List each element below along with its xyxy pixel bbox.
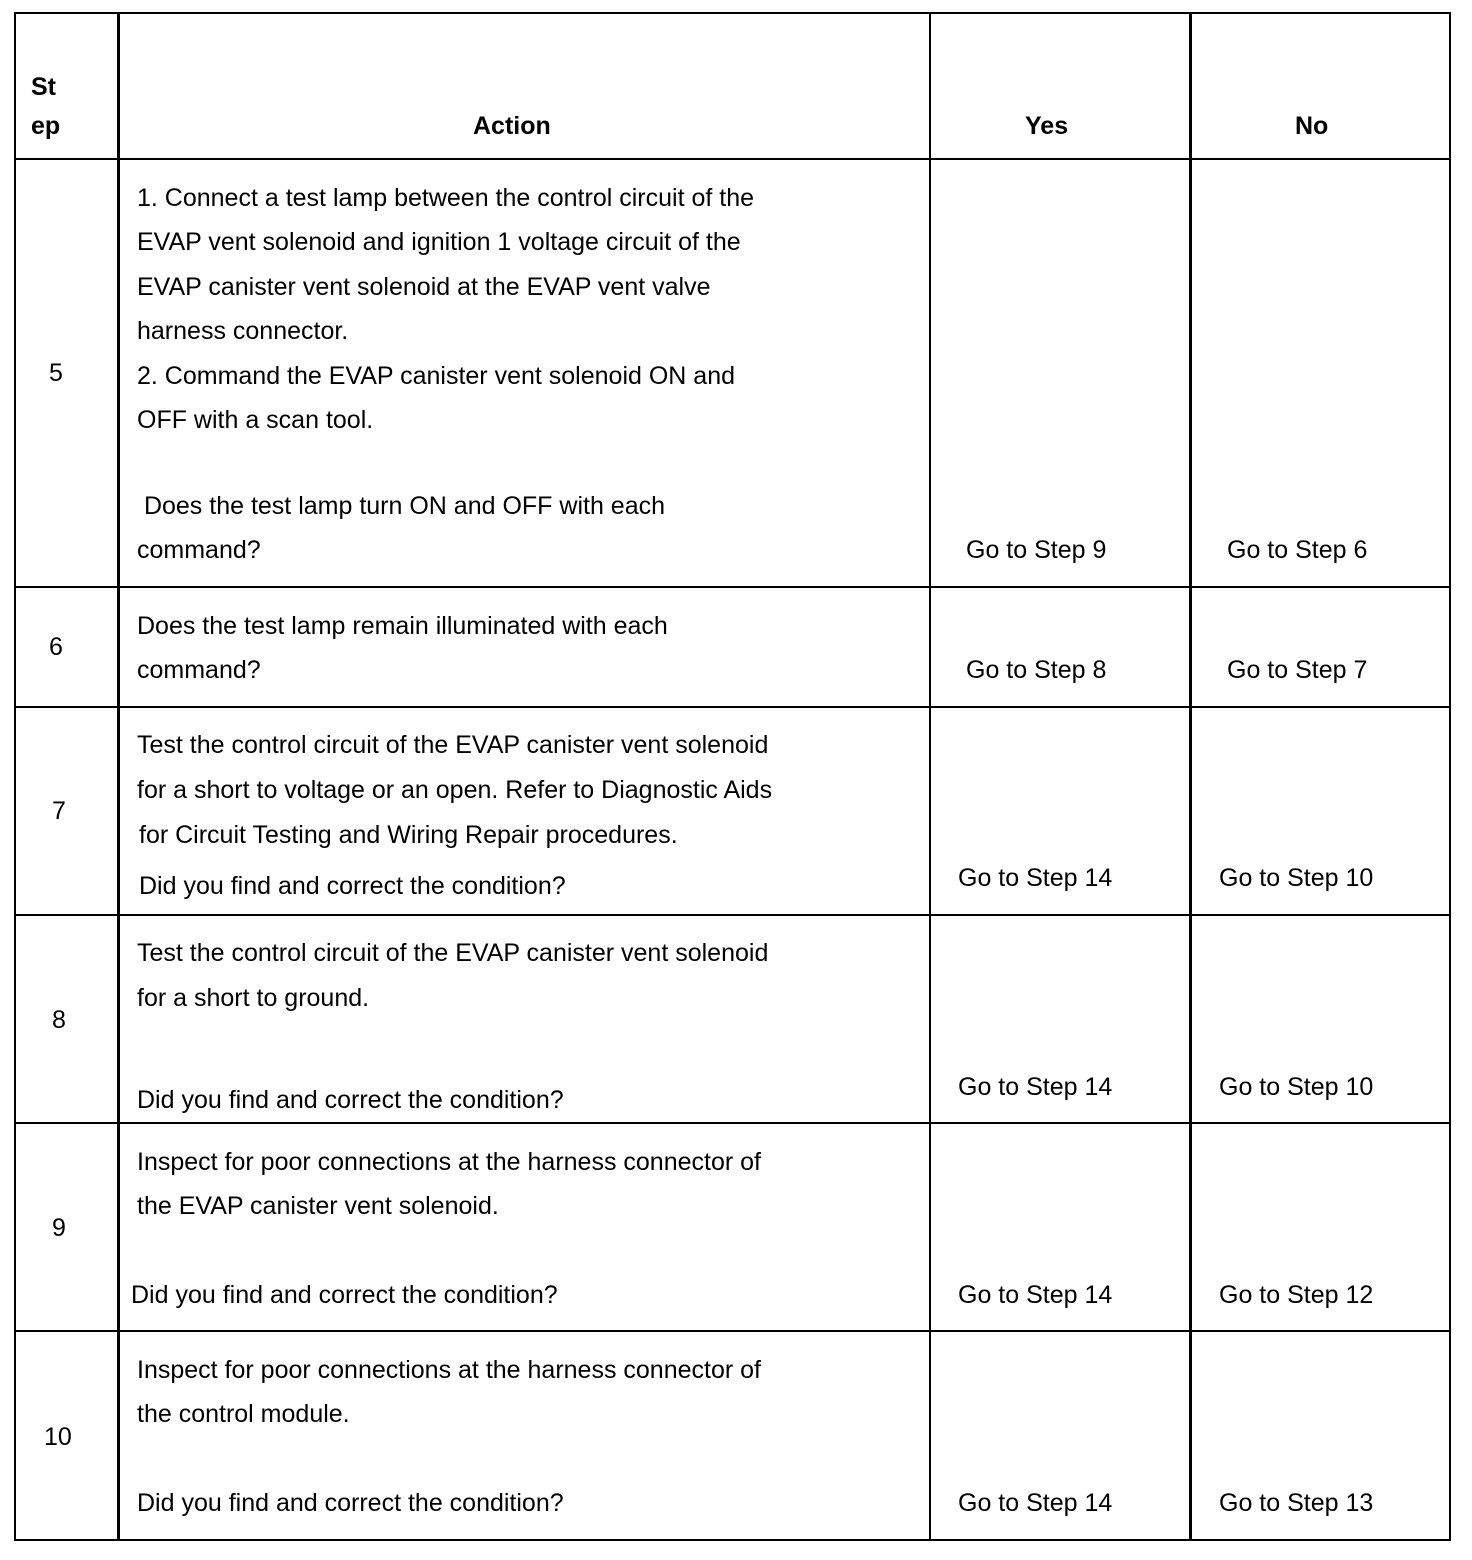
yes-result: Go to Step 14: [958, 1281, 1113, 1309]
action-text: for a short to ground.: [137, 984, 370, 1012]
action-text: 1. Connect a test lamp between the control circuit of the: [137, 184, 755, 212]
yes-result: Go to Step 9: [966, 536, 1107, 564]
yes-result: Go to Step 14: [958, 1073, 1113, 1101]
question-text: Did you find and correct the condition?: [137, 1489, 564, 1517]
yes-result: Go to Step 14: [958, 1489, 1113, 1517]
step-cell: [14, 158, 120, 588]
no-result: Go to Step 13: [1219, 1489, 1374, 1517]
question-text: Does the test lamp remain illuminated with each: [137, 612, 668, 640]
step-number: 8: [52, 1006, 66, 1034]
header-action-label: Action: [473, 112, 551, 140]
step-number: 5: [49, 359, 63, 387]
no-result: Go to Step 10: [1219, 1073, 1374, 1101]
action-text: for Circuit Testing and Wiring Repair procedures.: [139, 821, 678, 849]
no-cell: [1189, 158, 1451, 588]
step-cell: [14, 1122, 120, 1332]
action-cell: [117, 586, 931, 708]
action-text: harness connector.: [137, 317, 349, 345]
no-result: Go to Step 7: [1227, 656, 1368, 684]
action-text: EVAP canister vent solenoid at the EVAP vent valve: [137, 273, 711, 301]
no-result: Go to Step 6: [1227, 536, 1368, 564]
header-step-label-1: St: [31, 73, 56, 101]
no-result: Go to Step 12: [1219, 1281, 1374, 1309]
action-text: Test the control circuit of the EVAP canister vent solenoid: [137, 939, 769, 967]
header-yes-label: Yes: [1025, 112, 1069, 140]
action-text: 2. Command the EVAP canister vent solenoid ON and: [137, 362, 736, 390]
header-step-cell: [14, 12, 120, 160]
step-number: 9: [52, 1214, 66, 1242]
action-text: Test the control circuit of the EVAP canister vent solenoid: [137, 731, 769, 759]
yes-result: Go to Step 8: [966, 656, 1107, 684]
question-text: Does the test lamp turn ON and OFF with each: [137, 492, 666, 520]
question-text: Did you find and correct the condition?: [139, 872, 566, 900]
question-text: command?: [137, 656, 261, 684]
question-text: Did you find and correct the condition?: [131, 1281, 558, 1309]
no-cell: [1189, 586, 1451, 708]
yes-cell: [929, 158, 1192, 588]
yes-result: Go to Step 14: [958, 864, 1113, 892]
step-cell: [14, 586, 120, 708]
action-text: the control module.: [137, 1400, 350, 1428]
action-text: the EVAP canister vent solenoid.: [137, 1192, 499, 1220]
action-text: Inspect for poor connections at the harness connector of: [137, 1356, 761, 1384]
step-number: 10: [44, 1423, 72, 1451]
step-cell: [14, 706, 120, 916]
question-text: Did you find and correct the condition?: [137, 1086, 564, 1114]
action-text: EVAP vent solenoid and ignition 1 voltage circuit of the: [137, 228, 741, 256]
action-text: Inspect for poor connections at the harness connector of: [137, 1148, 761, 1176]
header-step-label-2: ep: [31, 112, 61, 140]
no-result: Go to Step 10: [1219, 864, 1374, 892]
step-number: 7: [52, 797, 66, 825]
step-cell: [14, 914, 120, 1124]
yes-cell: [929, 586, 1192, 708]
question-text: command?: [137, 536, 261, 564]
action-text: for a short to voltage or an open. Refer to Diagnostic Aids: [137, 776, 773, 804]
step-number: 6: [49, 633, 63, 661]
action-text: OFF with a scan tool.: [137, 406, 374, 434]
header-no-label: No: [1295, 112, 1329, 140]
